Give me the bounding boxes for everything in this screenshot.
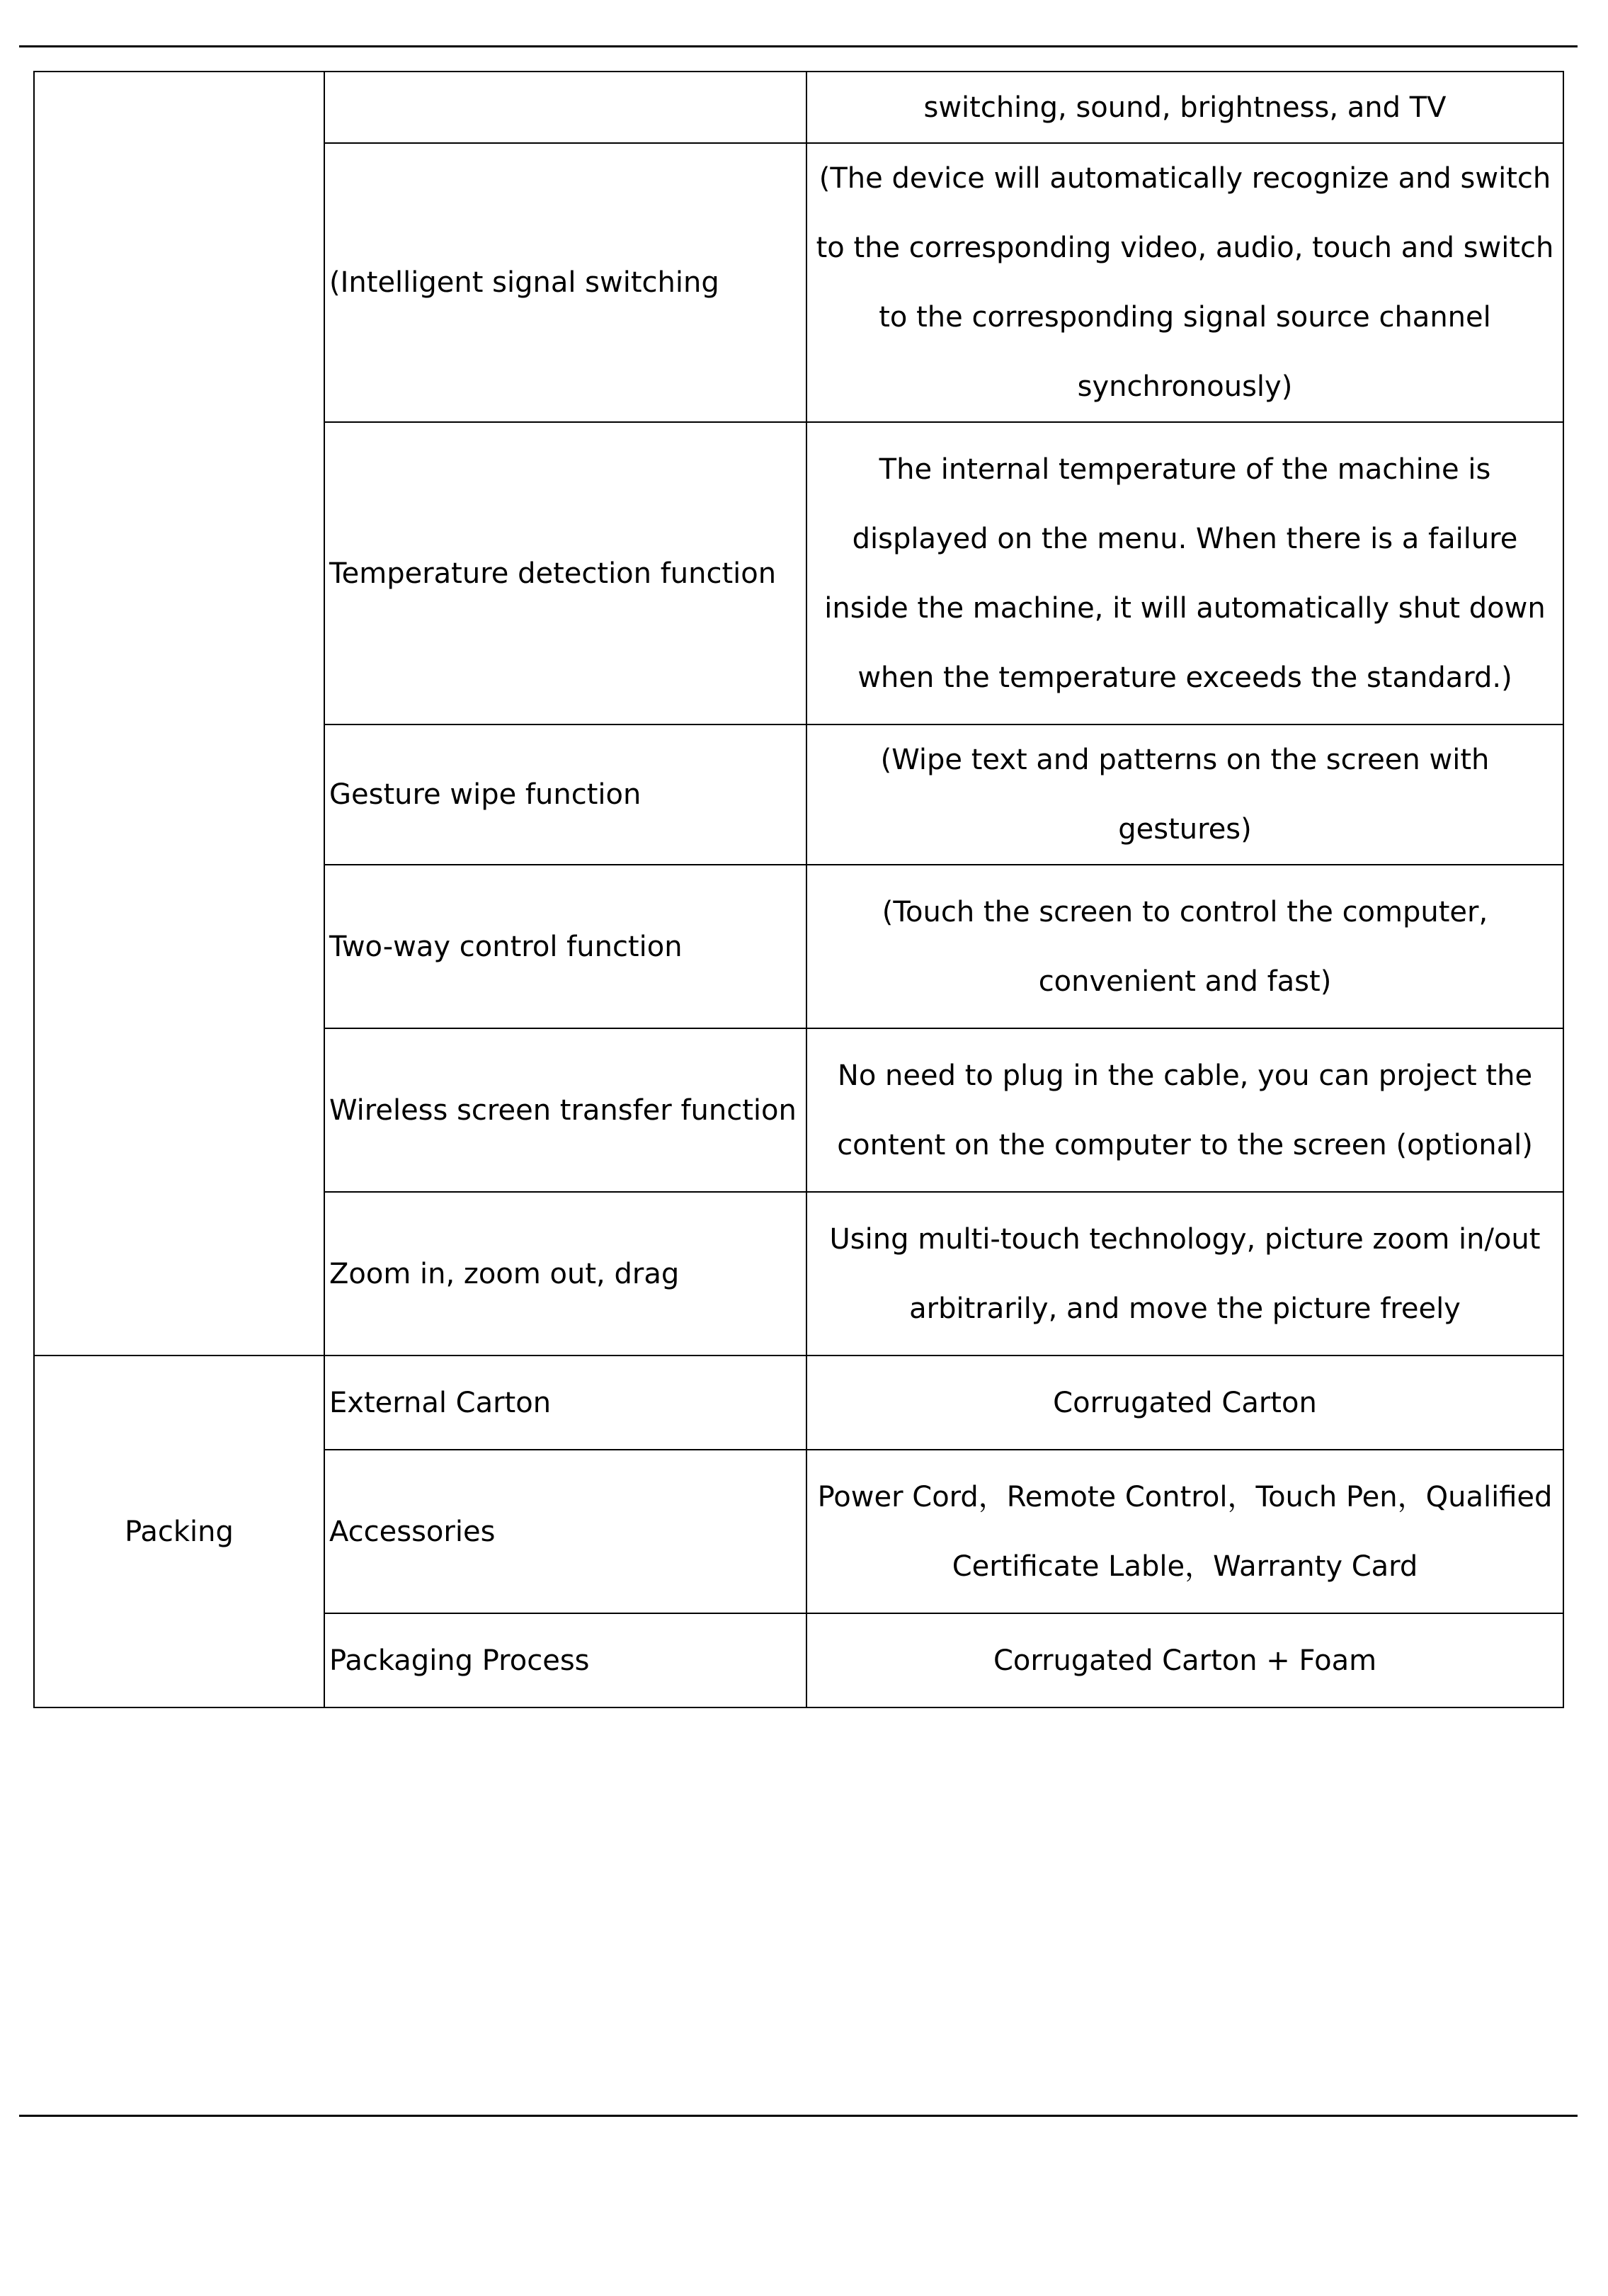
description-cell: Corrugated Carton: [806, 1356, 1563, 1450]
footer-rule: [19, 2115, 1578, 2117]
description-cell: (The device will automatically recognize and switch to the corresponding video, audio, touch and switch to the corresponding signal source channel synchronously): [806, 143, 1563, 422]
feature-cell: Zoom in, zoom out, drag: [324, 1192, 806, 1356]
description-cell: Power Cord，Remote Control，Touch Pen，Qualified Certificate Lable，Warranty Card: [806, 1450, 1563, 1613]
feature-cell: [324, 72, 806, 143]
group-cell-functions: [34, 72, 324, 1356]
feature-cell: Wireless screen transfer function: [324, 1028, 806, 1192]
spec-table: [33, 71, 1564, 1708]
feature-cell: (Intelligent signal switching: [324, 143, 806, 422]
feature-cell: Accessories: [324, 1450, 806, 1613]
description-cell: No need to plug in the cable, you can project the content on the computer to the screen (optional): [806, 1028, 1563, 1192]
description-cell: The internal temperature of the machine is displayed on the menu. When there is a failure inside the machine, it will automatically shut down when the temperature exceeds the standard.): [806, 422, 1563, 724]
description-cell: (Wipe text and patterns on the screen with gestures): [806, 724, 1563, 865]
table-row: [34, 72, 1563, 143]
feature-cell: Temperature detection function: [324, 422, 806, 724]
header-rule: [19, 45, 1578, 47]
feature-cell: Packaging Process: [324, 1613, 806, 1707]
feature-cell: Gesture wipe function: [324, 724, 806, 865]
description-cell: (Touch the screen to control the computer, convenient and fast): [806, 865, 1563, 1028]
table-row: [34, 1356, 1563, 1450]
description-cell: switching, sound, brightness, and TV: [806, 72, 1563, 143]
group-cell-packing: Packing: [34, 1356, 324, 1707]
feature-cell: Two-way control function: [324, 865, 806, 1028]
feature-cell: External Carton: [324, 1356, 806, 1450]
description-cell: Using multi-touch technology, picture zoom in/out arbitrarily, and move the picture freely: [806, 1192, 1563, 1356]
description-cell: Corrugated Carton + Foam: [806, 1613, 1563, 1707]
